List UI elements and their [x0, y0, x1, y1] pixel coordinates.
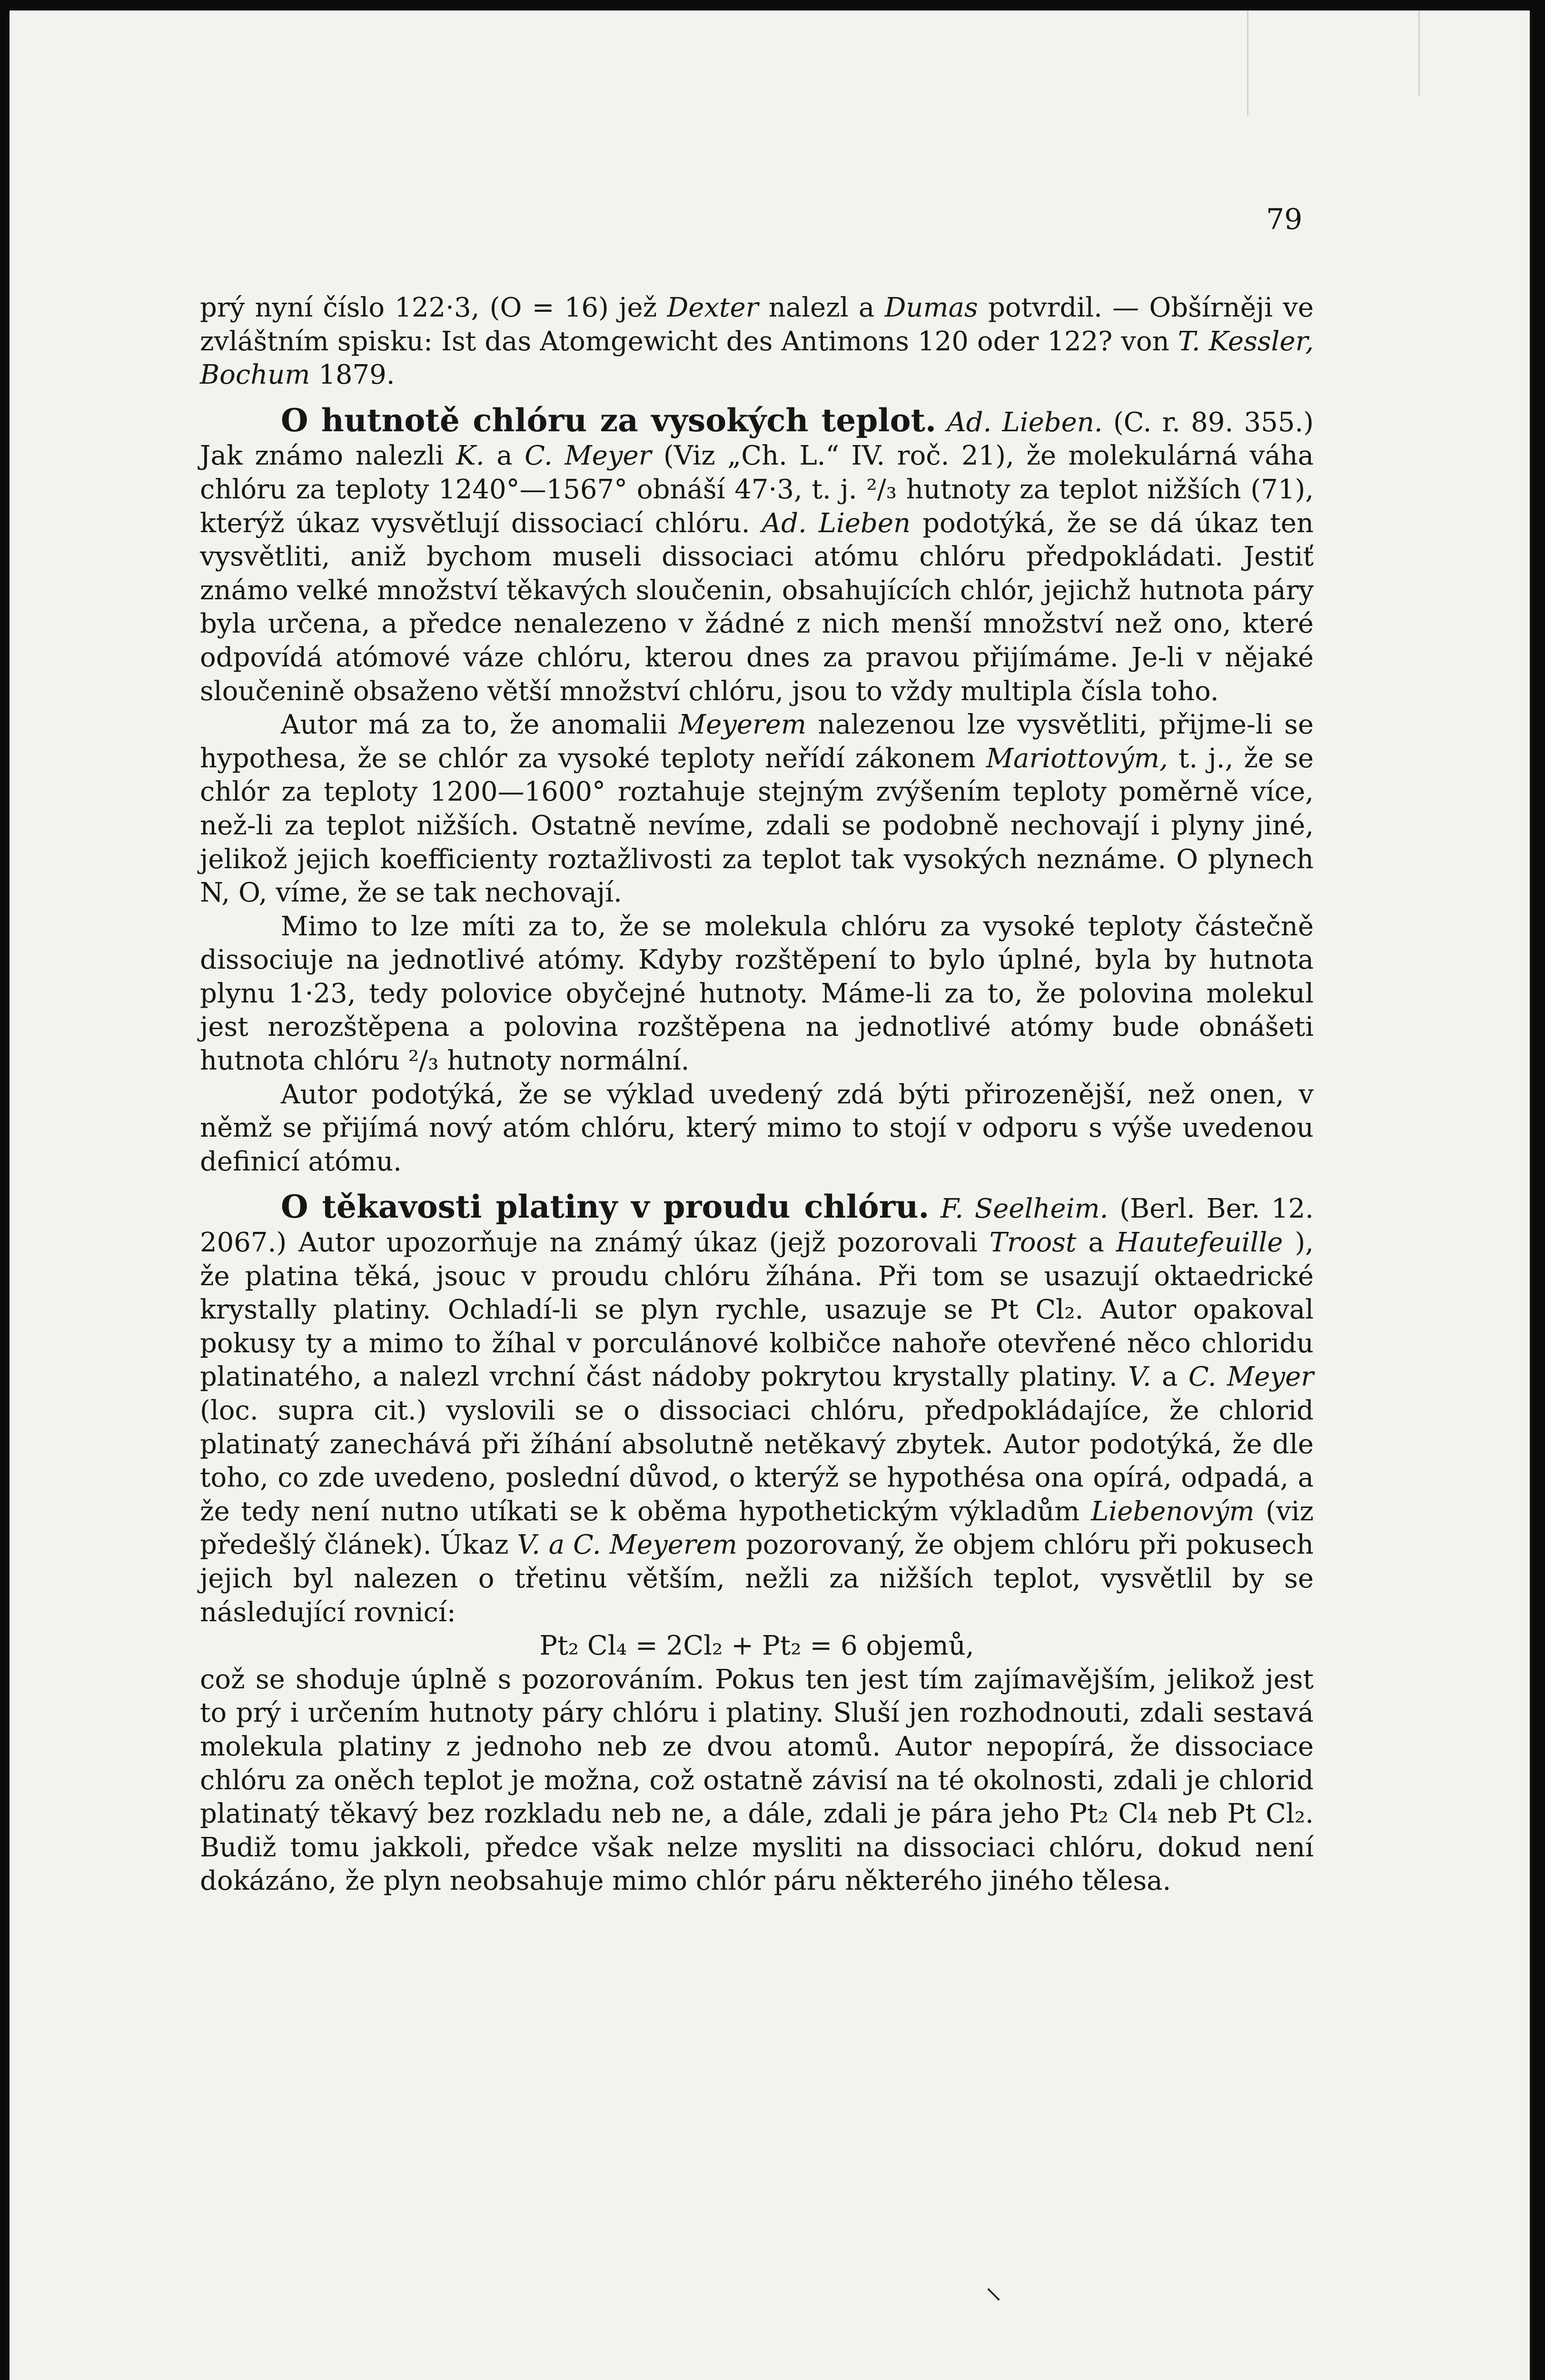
- scan-mark: ⸌: [985, 2281, 1002, 2320]
- page-sheet: [10, 10, 1533, 2380]
- scan-artifact-line: [1247, 10, 1248, 115]
- scan-artifact-line: [1418, 10, 1420, 96]
- paragraph: což se shoduje úplně s pozorováním. Pokus ten jest tím zajímavějším, jelikož jest to prý i určením hutnoty páry chlóru i platiny. Sluší jen rozhodnouti, zdali sestavá molekula platiny z jednoho neb ze dvou atomů. Autor nepopírá, že dissociace chlóru za oněch teplot je možna, což ostatně závisí na té okolnosti, zdali je chlorid platinatý těkavý bez rozkladu neb ne, a dále, zdali je pára jeho Pt₂ Cl₄ neb Pt Cl₂. Budiž tomu jakkoli, předce však nelze mysliti na dissociaci chlóru, dokud není dokázáno, že plyn neobsahuje mimo chlór páru některého jiného tělesa.: [200, 1664, 1314, 1897]
- paragraph: Autor podotýká, že se výklad uvedený zdá býti přirozenější, než onen, v němž se přijímá nový atóm chlóru, který mimo to stojí v odporu s výše uvedenou definicí atómu.: [200, 1079, 1314, 1177]
- article-body: [200, 291, 1314, 1898]
- section-title: O těkavosti platiny v proudu chlóru.: [281, 1188, 930, 1226]
- section-title: O hutnotě chlóru za vysokých teplot.: [281, 401, 936, 439]
- paragraph: Autor má za to, že anomalii Meyerem nalezenou lze vysvětliti, přijme-li se hypothesa, že se chlór za vysoké teploty neřídí zákonem Mariottovým, t. j., že se chlór za teploty 1200—1600° roztahuje stejným zvýšením teploty poměrně více, než-li za teplot nižších. Ostatně nevíme, zdali se podobně nechovají i plyny jiné, jelikož jejich koefficienty roztažlivosti za teplot tak vysokých neznáme. O plynech N, O, víme, že se tak nechovají.: [200, 709, 1314, 909]
- section-platinum-volatility: O těkavosti platiny v proudu chlóru. F. Seelheim. (Berl. Ber. 12. 2067.) Autor upozorňuje na známý úkaz (jejž pozorovali Troost a Hautefeuille ), že platina těká, jsouc v proudu chlóru žíhána. Při tom se usazují oktaedrické krystally platiny. Ochladí-li se plyn rychle, usazuje se Pt Cl₂. Autor opakoval pokusy ty a mimo to žíhal v porculánové kolbičce nahoře otevřené něco chloridu platinatého, a nalezl vrchní část nádoby pokrytou krystally platiny. V. a C. Meyer (loc. supra cit.) vyslovili se o dissociaci chlóru, předpokládajíce, že chlorid platinatý zanechává při žíhání absolutně netěkavý zbytek. Autor podotýká, že dle toho, co zde uvedeno, poslední důvod, o kterýž se hypothésa ona opírá, odpadá, a že tedy není nutno utíkati se k oběma hypothetickým výkladům Liebenovým (viz předešlý článek). Úkaz V. a C. Meyerem pozorovaný, že objem chlóru při pokusech jejich byl nalezen o třetinu větším, nežli za nižších teplot, vysvětlil by se následující rovnicí:: [200, 1188, 1314, 1628]
- paragraph: Mimo to lze míti za to, že se molekula chlóru za vysoké teploty částečně dissociuje na jednotlivé atómy. Kdyby rozštěpení to bylo úplné, byla by hutnota plynu 1·23, tedy polovice obyčejné hutnoty. Máme-li za to, že polovina molekul jest nerozštěpena a polovina rozštěpena na jednotlivé atómy bude obnášeti hutnota chlóru ²/₃ hutnoty normální.: [200, 911, 1314, 1077]
- scan-edge: [1530, 10, 1533, 2380]
- paragraph-intro: prý nyní číslo 122·3, (O = 16) jež Dexter nalezl a Dumas potvrdil. — Obšírněji ve zvláštním spisku: Ist das Atomgewicht des Antimons 120 oder 122? von T. Kessler, Bochum 1879.: [200, 292, 1314, 391]
- page-number: 79: [1266, 203, 1303, 236]
- section-chlorine-density: O hutnotě chlóru za vysokých teplot. Ad. Lieben. (C. r. 89. 355.) Jak známo nalezli K. a C. Meyer (Viz „Ch. L.“ IV. roč. 21), že molekulárná váha chlóru za teploty 1240°—1567° obnáší 47·3, t. j. ²/₃ hutnoty za teplot nižších (71), kterýž úkaz vysvětlují dissociací chlóru. Ad. Lieben podotýká, že se dá úkaz ten vysvětliti, aniž bychom museli dissociaci atómu chlóru předpokládati. Jestiť známo velké množství těkavých sloučenin, obsahujících chlór, jejichž hutnota páry byla určena, a předce nenalezeno v žádné z nich menší množství než ono, které odpovídá atómové váze chlóru, kterou dnes za pravou přijímáme. Je-li v nějaké sloučenině obsaženo větší množství chlóru, jsou to vždy multipla čísla toho.: [200, 401, 1314, 707]
- equation: Pt₂ Cl₄ = 2Cl₂ + Pt₂ = 6 objemů,: [539, 1630, 974, 1662]
